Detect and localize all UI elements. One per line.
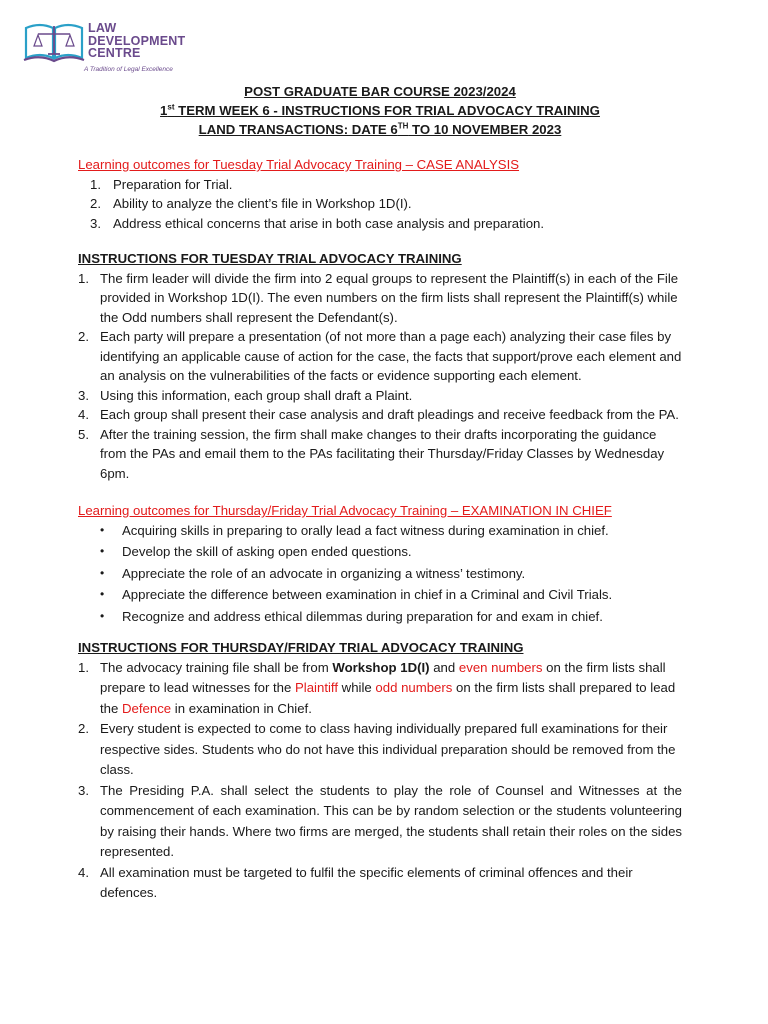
thursday-instructions-list [78,658,682,904]
item-number: 4. [78,864,89,880]
item-number: 2. [78,721,89,736]
text-run: while [338,680,376,695]
item-number: 1. [78,270,89,286]
list-item [78,607,682,627]
tuesday-outcomes-list [78,175,682,234]
item-text: All examination must be targeted to fulfil the specific elements of criminal offences and their defences. [100,864,633,900]
text-run: on the firm lists shall prepared to lead the [100,680,676,716]
list-item [78,214,682,234]
tuesday-instructions-list [78,269,682,484]
odd-numbers-highlight: odd numbers [375,680,453,695]
item-text: Acquiring skills in preparing to orally lead a fact witness during examination in chief. [122,522,609,538]
logo-tagline: A Tradition of Legal Excellence [84,66,173,73]
document-body [78,82,682,904]
term-ordinal: st [167,102,175,112]
doc-title-course: POST GRADUATE BAR COURSE 2023/2024 [244,84,516,99]
text-run: The advocacy training file shall be from [100,659,333,675]
text-run: and [429,659,459,675]
item-text: Using this information, each group shall draft a Plaint. [100,387,413,403]
list-item [78,425,682,484]
list-item [78,175,682,195]
item-number: 4. [78,407,89,422]
tuesday-outcomes-heading: Learning outcomes for Tuesday Trial Advocacy Training – CASE ANALYSIS [78,157,520,172]
item-number: 2. [78,329,89,344]
item-number: 1. [90,176,101,192]
item-number: 3. [78,782,89,798]
item-text: The Presiding P.A. shall select the students to play the role of Counsel and Witnesses at the commencement of each examination. This can be by random selection or the students volunteering by raising their hands. Where two firms are merged, the students shall retain their roles on the sides represented. [100,782,682,859]
defence-highlight: Defence [122,700,172,716]
scales-of-justice-book-icon [22,20,86,64]
text-run: in examination in Chief. [171,700,312,716]
logo-name-line3: CENTRE [88,46,141,60]
item-text [100,660,675,716]
list-item [78,327,682,386]
dates-rest: TO 10 NOVEMBER 2023 [408,122,562,137]
item-number: 3. [78,387,89,403]
thursday-instructions-heading: INSTRUCTIONS FOR THURSDAY/FRIDAY TRIAL ADVOCACY TRAINING [78,640,524,655]
bullet-icon: • [100,565,105,580]
dates-ordinal: TH [397,121,409,131]
logo-name-line2: DEVELOPMENT [88,33,186,48]
list-item [78,194,682,214]
item-number: 1. [78,659,89,675]
bullet-icon: • [100,544,105,558]
thursday-outcomes-list [78,521,682,627]
list-item [78,658,682,720]
term-rest: TERM WEEK 6 - INSTRUCTIONS FOR TRIAL ADVOCACY TRAINING [174,103,600,118]
doc-title-term [78,101,682,120]
ldc-logo [22,16,192,78]
item-number: 5. [78,426,89,442]
dates-pre: LAND TRANSACTIONS: DATE 6 [198,122,398,137]
item-text: Address ethical concerns that arise in both case analysis and preparation. [113,215,545,231]
item-number: 3. [90,215,101,231]
list-item [78,521,682,541]
bullet-icon: • [100,587,105,601]
item-text: Recognize and address ethical dilemmas during preparation for and exam in chief. [122,608,603,624]
item-text: Develop the skill of asking open ended questions. [122,544,412,559]
item-text: Preparation for Trial. [113,176,233,192]
workshop-ref: Workshop 1D(I) [332,659,430,675]
thursday-outcomes-heading: Learning outcomes for Thursday/Friday Trial Advocacy Training – EXAMINATION IN CHIEF [78,503,612,518]
even-numbers-highlight: even numbers [458,659,543,675]
logo-name-line1: LAW [88,21,117,35]
list-item [78,719,682,781]
item-text: Ability to analyze the client’s file in Workshop 1D(I). [113,196,412,211]
bullet-icon: • [100,608,105,623]
plaintiff-highlight: Plaintiff [295,680,339,695]
tuesday-instructions-heading: INSTRUCTIONS FOR TUESDAY TRIAL ADVOCACY TRAINING [78,251,462,266]
bullet-icon: • [100,522,105,537]
list-item [78,542,682,562]
list-item [78,863,682,904]
item-text: Appreciate the difference between examination in chief in a Criminal and Civil Trials. [122,587,613,602]
list-item [78,405,682,425]
list-item [78,269,682,328]
list-item [78,386,682,406]
item-text: Each group shall present their case analysis and draft pleadings and receive feedback from the PA. [100,407,679,422]
list-item [78,781,682,863]
item-text: The firm leader will divide the firm into 2 equal groups to represent the Plaintiff(s) in each of the File provided in Workshop 1D(I). The even numbers on the firm lists shall represent the Plaintiff(s) while the Odd numbers shall represent the Defendant(s). [100,270,679,325]
item-text: After the training session, the firm shall make changes to their drafts incorporating the guidance from the PAs and email them to the PAs facilitating their Thursday/Friday Classes by Wednesday 6pm. [100,426,665,481]
doc-title-dates [78,120,682,139]
item-text: Every student is expected to come to class having individually prepared full examinations for their respective sides. Students who do not have this individual preparation should be removed from the class. [100,721,676,777]
item-number: 2. [90,196,101,211]
logo-name [88,22,185,60]
item-text: Appreciate the role of an advocate in organizing a witness’ testimony. [122,565,526,581]
item-text: Each party will prepare a presentation (of not more than a page each) analyzing their case files by identifying an applicable cause of action for the case, the facts that support/prove each element and an analysis on the vulnerabilities of the facts or evidence supporting each element. [100,329,682,383]
term-number: 1 [160,103,168,118]
text-run: on the firm lists shall prepare to lead witnesses for the [100,659,666,695]
list-item [78,564,682,584]
list-item [78,585,682,605]
